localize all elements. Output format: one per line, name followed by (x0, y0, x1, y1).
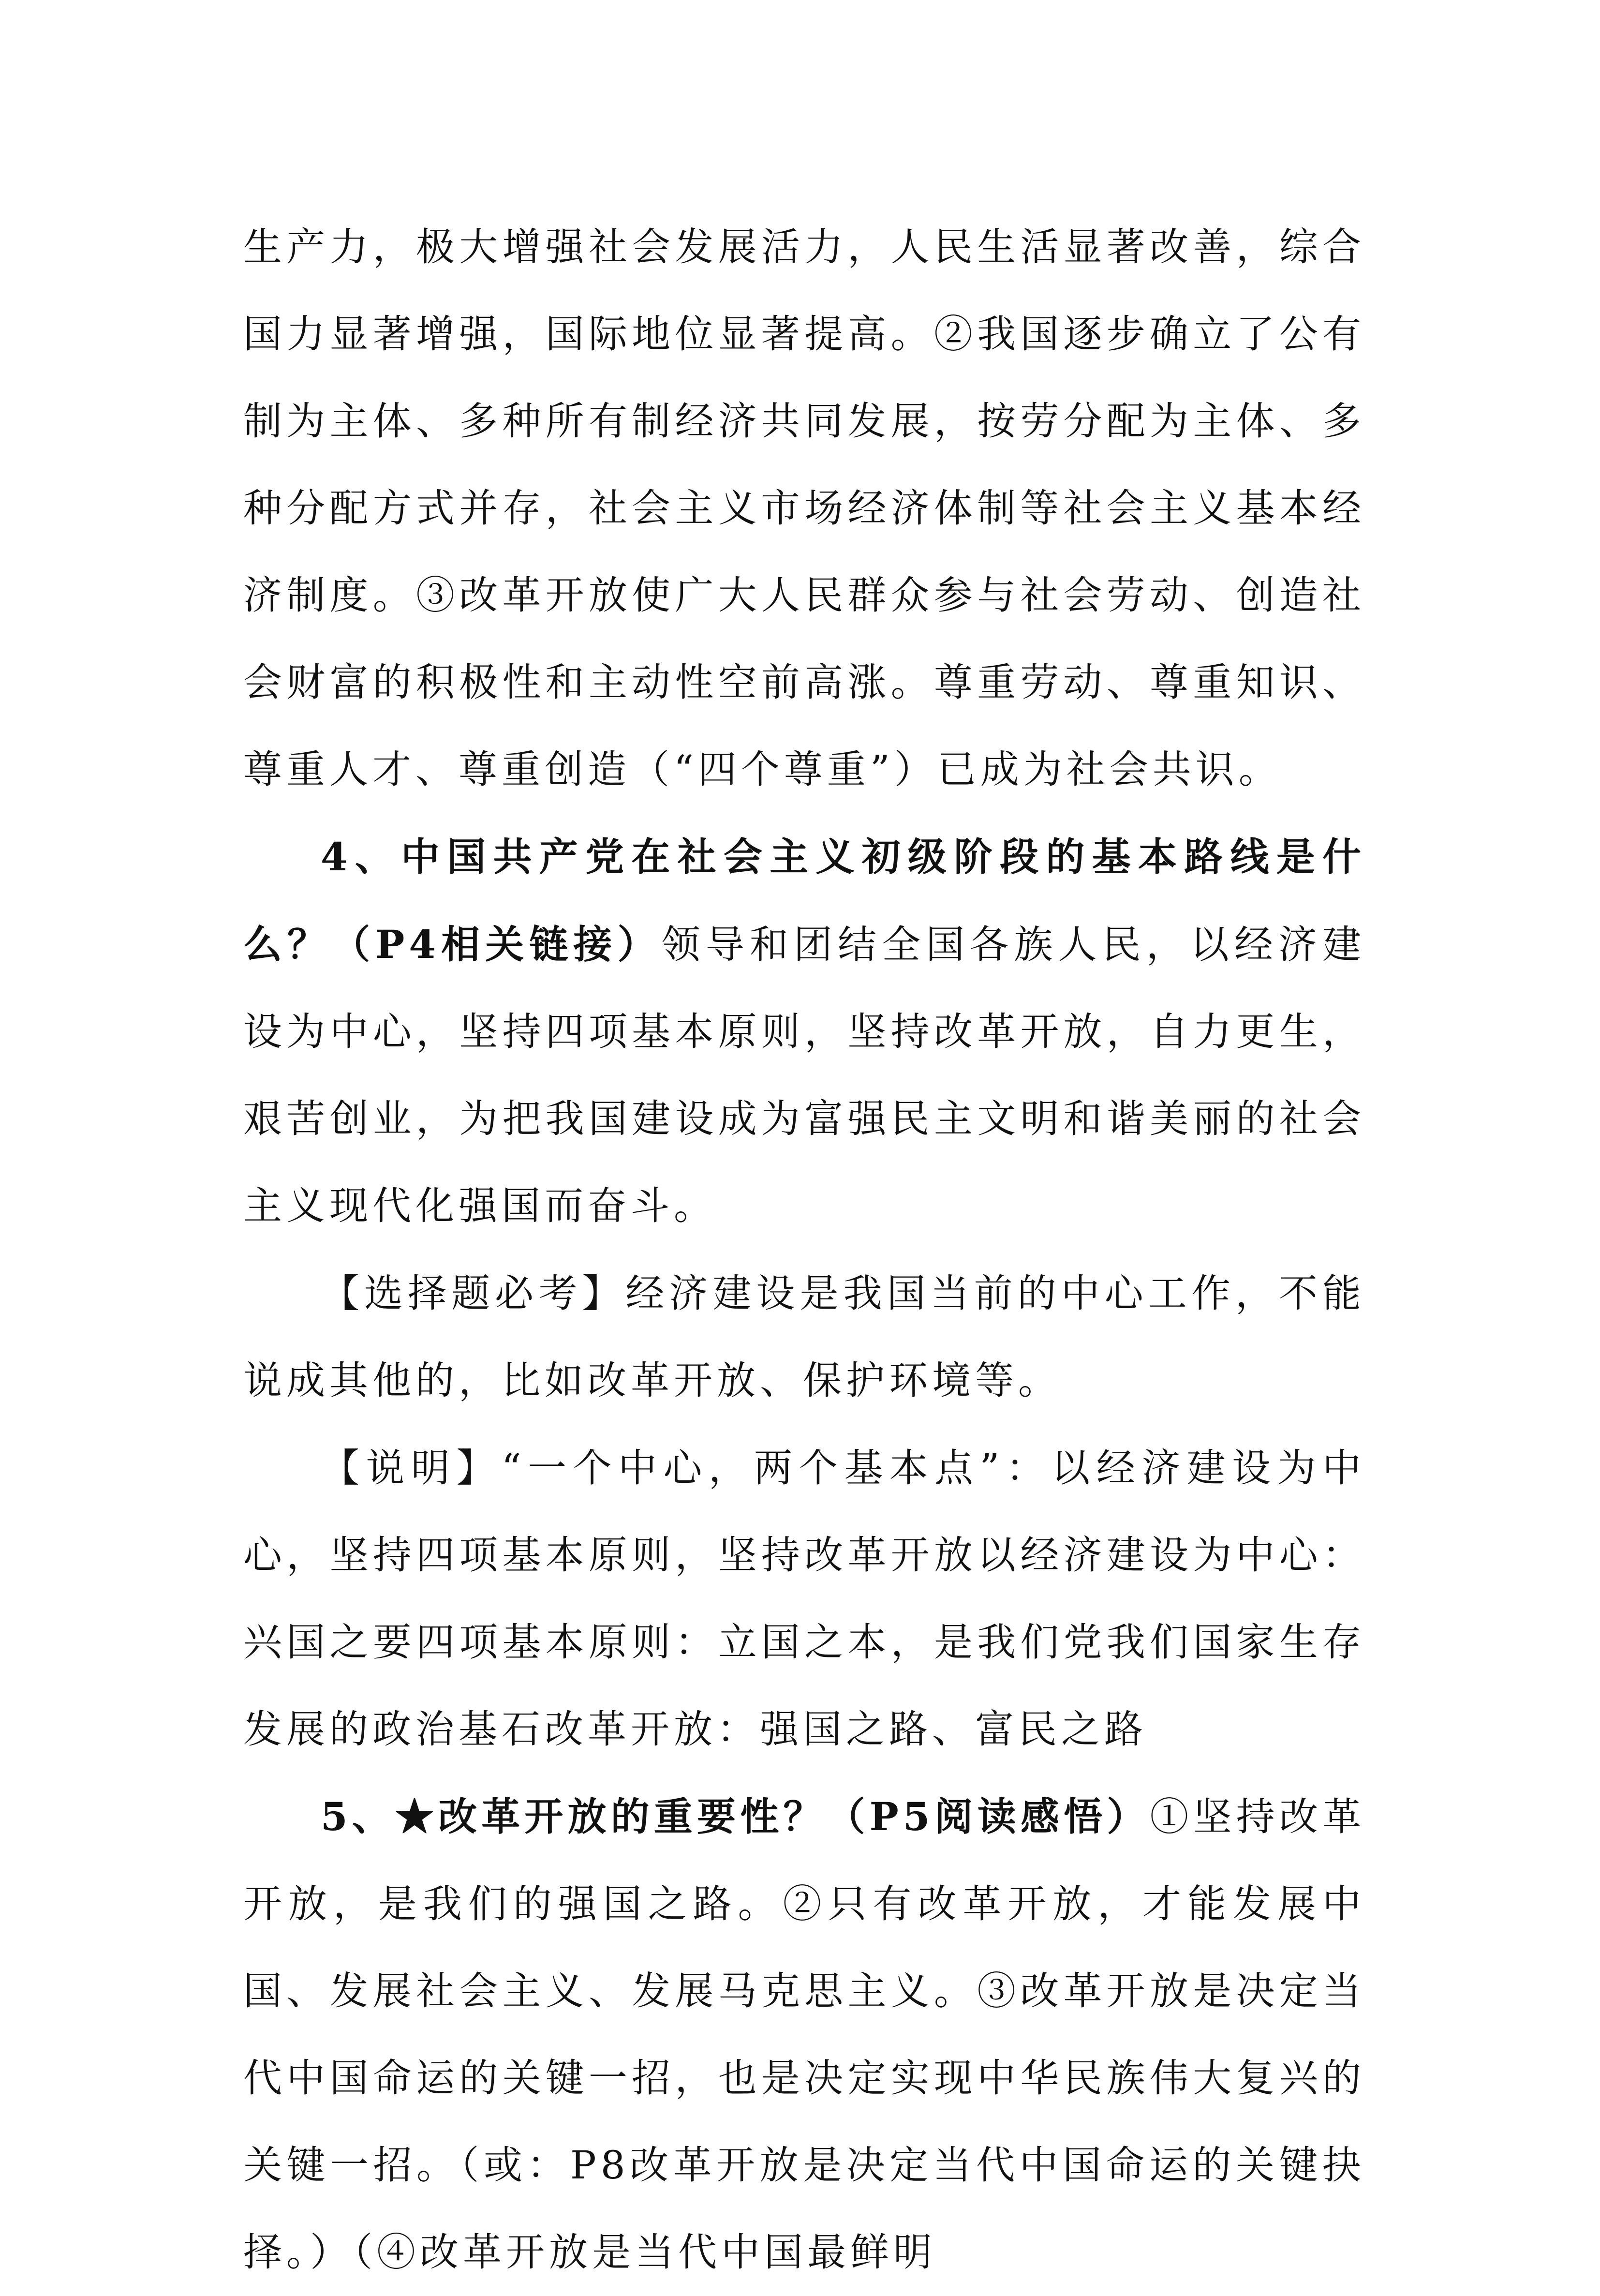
exam-note-text: 【选择题必考】经济建设是我国当前的中心工作，不能说成其他的，比如改革开放、保护环境等。 (243, 1271, 1365, 1403)
paragraph-5 (243, 1773, 1365, 2296)
question-5-answer: ①坚持改革开放，是我们的强国之路。②只有改革开放，才能发展中国、发展社会主义、发展马克思主义。③改革开放是决定当代中国命运的关键一招，也是决定实现中华民族伟大复兴的关键一招。（或：P8改革开放是决定当代中国命运的关键抉择。）（④改革开放是当代中国最鲜明 (243, 1794, 1366, 2275)
document-body (243, 203, 1365, 2296)
paragraph-1-text: 生产力，极大增强社会发展活力，人民生活显著改善，综合国力显著增强，国际地位显著提高。②我国逐步确立了公有制为主体、多种所有制经济共同发展，按劳分配为主体、多种分配方式并存，社会主义市场经济体制等社会主义基本经济制度。③改革开放使广大人民群众参与社会劳动、创造社会财富的积极性和主动性空前高涨。尊重劳动、尊重知识、尊重人才、尊重创造（“四个尊重”）已成为社会共识。 (243, 224, 1365, 792)
explanation-text: 【说明】“一个中心，两个基本点”：以经济建设为中心，坚持四项基本原则，坚持改革开放以经济建设为中心：兴国之要四项基本原则：立国之本，是我们党我们国家生存发展的政治基石改革开放：强国之路、富民之路 (243, 1446, 1365, 1752)
paragraph-4 (243, 1424, 1365, 1773)
question-4-answer: 领导和团结全国各族人民，以经济建设为中心，坚持四项基本原则，坚持改革开放，自力更生，艰苦创业，为把我国建设成为富强民主文明和谐美丽的社会主义现代化强国而奋斗。 (243, 922, 1365, 1228)
paragraph-1 (243, 203, 1365, 813)
question-4-heading: 4、中国共产党在社会主义初级阶段的基本路线是什么？（P4相关链接） (243, 834, 1365, 967)
paragraph-3 (243, 1250, 1365, 1424)
question-5-heading: 5、★改革开放的重要性？（P5阅读感悟） (321, 1794, 1150, 1839)
paragraph-2 (243, 813, 1365, 1250)
